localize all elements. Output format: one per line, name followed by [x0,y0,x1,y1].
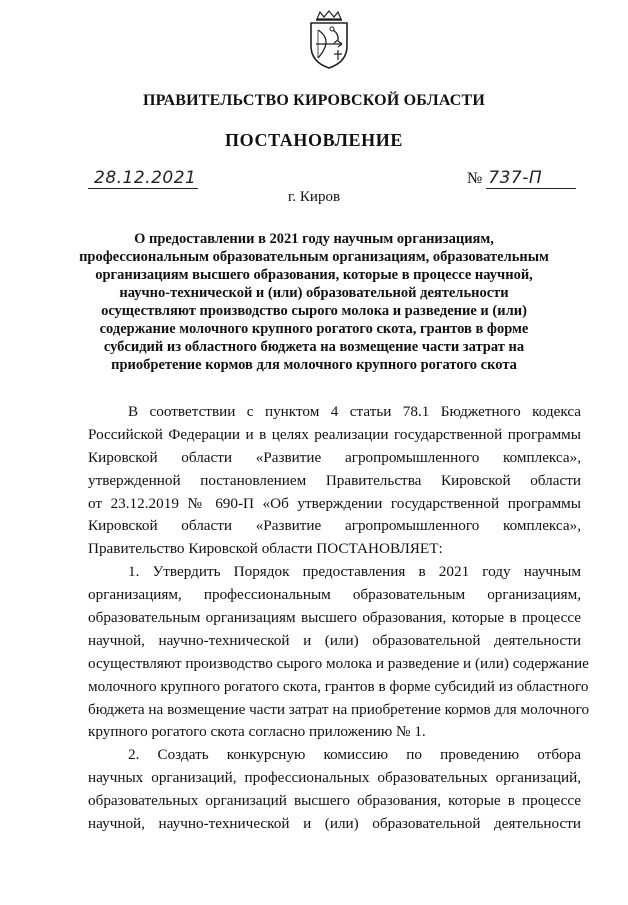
document-number [467,168,581,189]
subject-line: организациям высшего образования, которые в процессе научной, [95,267,533,283]
number-sign: № [467,170,483,187]
body-line: 1. Утвердить Порядок предоставления в 2021 году научным [128,563,581,581]
subject-line: О предоставлении в 2021 году научным организациям, [134,231,494,247]
body-line: от 23.12.2019 № 690-П «Об утверждении государственной программы [88,494,581,512]
body-line: 2. Создать конкурсную комиссию по проведению отбора [128,746,581,764]
org-title: ПРАВИТЕЛЬСТВО КИРОВСКОЙ ОБЛАСТИ [142,92,486,109]
body-line: организациям, профессиональным образовательным организациям, [88,586,581,604]
body-line: крупного рогатого скота согласно приложению № 1. [88,723,426,741]
body-line: научной, научно-технической и (или) образовательной деятельности [88,631,581,649]
body-line: Кировской области «Развитие агропромышленного комплекса», [88,517,581,535]
subject-line: осуществляют производство сырого молока и разведение и (или) [101,303,527,319]
body-line: образовательным организациям высшего образования, которые в процессе [88,609,581,627]
document-body [88,401,590,836]
subject-line: профессиональным образовательным организациям, образовательным [79,249,549,265]
body-line: Кировской области «Развитие агропромышленного комплекса», [88,448,581,466]
body-line: образовательных организаций высшего образования, которые в процессе [88,792,581,810]
body-line: Правительство Кировской области ПОСТАНОВЛЯЕТ: [88,540,443,558]
kirov-coat-of-arms-icon [304,10,354,70]
city: г. Киров [287,189,341,205]
body-line: утвержденной постановлением Правительства Кировской области [88,471,581,489]
number-value: 737-П [486,168,576,189]
subject-line: содержание молочного крупного рогатого скота, грантов в форме [99,321,529,337]
body-line: бюджета на возмещение части затрат на приобретение кормов для молочного [88,700,590,718]
subject-line: приобретение кормов для молочного крупного рогатого скота [111,357,517,373]
body-line: Российской Федерации и в целях реализации государственной программы [88,425,581,443]
body-line: В соответствии с пунктом 4 статьи 78.1 Бюджетного кодекса [128,403,581,420]
subject-line: субсидий из областного бюджета на возмещение части затрат на [103,339,525,355]
body-line: молочного крупного рогатого скота, грантов в форме субсидий из областного [88,677,589,695]
document-subject [70,230,558,374]
body-line: научных организаций, профессиональных образовательных организаций, [88,769,581,787]
document-date: 28.12.2021 [88,168,198,189]
body-line: научной, научно-технической и (или) образовательной деятельности [88,815,581,833]
subject-line: научно-технической и (или) образовательной деятельности [119,285,509,301]
body-line: осуществляют производство сырого молока и разведение и (или) содержание [88,654,589,672]
document-type: ПОСТАНОВЛЕНИЕ [225,130,403,150]
